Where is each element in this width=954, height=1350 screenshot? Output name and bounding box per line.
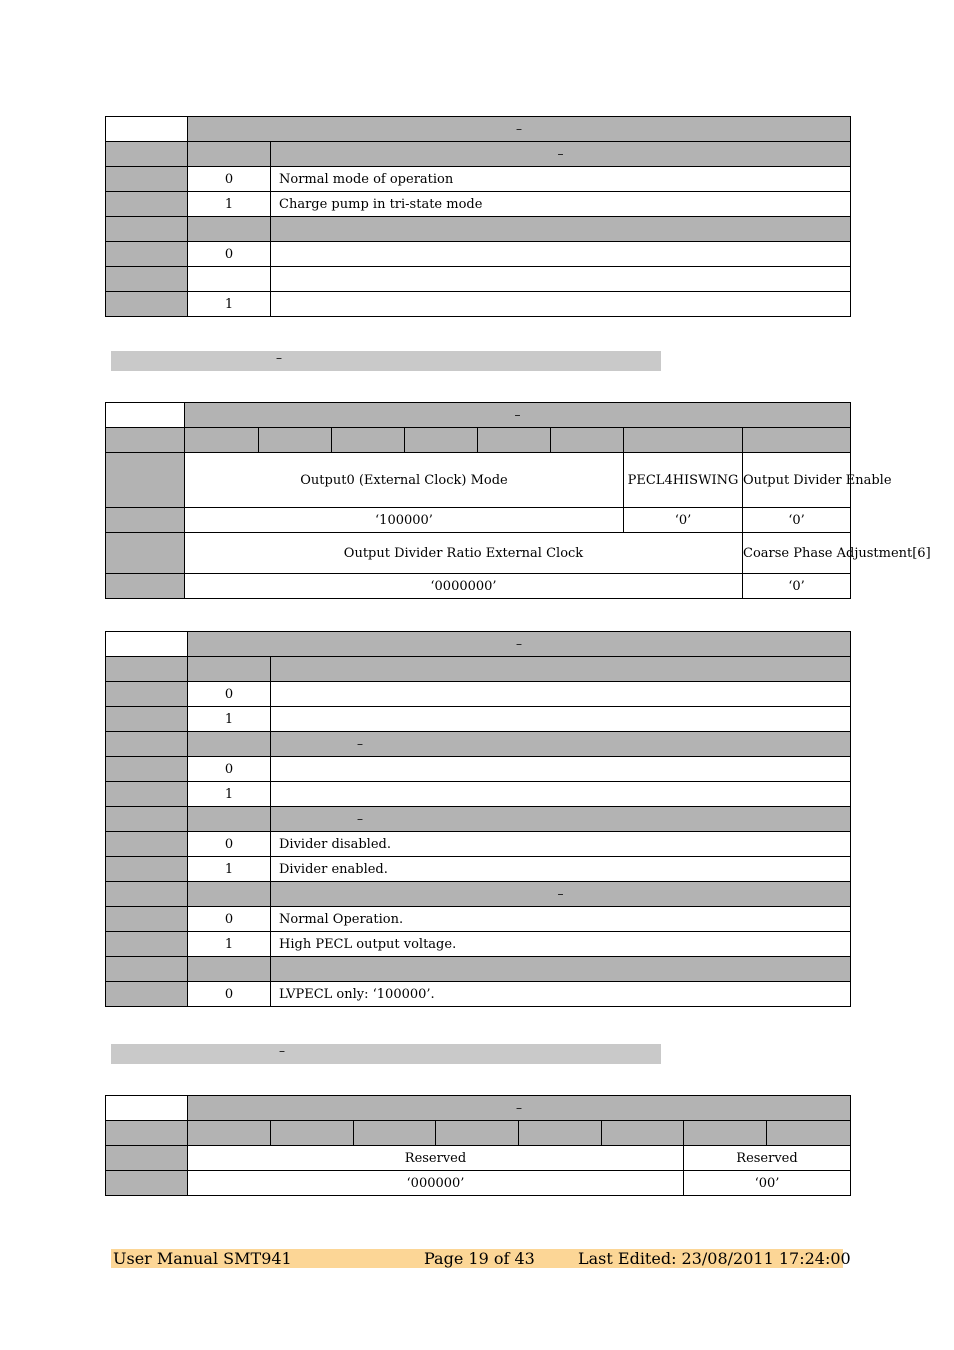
value-cell: 0 bbox=[188, 907, 271, 932]
section-dash: – bbox=[557, 886, 564, 901]
table-title-row bbox=[106, 632, 851, 657]
table-row bbox=[106, 292, 851, 317]
section-header-cell bbox=[271, 142, 851, 167]
bit-cell bbox=[405, 428, 478, 453]
section-header-row bbox=[106, 657, 851, 682]
bit-cell bbox=[271, 1121, 354, 1146]
footer-page-number: Page 19 of 43 bbox=[424, 1249, 535, 1268]
section-header-row bbox=[106, 807, 851, 832]
description-cell bbox=[271, 757, 851, 782]
bit-cell bbox=[519, 1121, 602, 1146]
table-row bbox=[106, 982, 851, 1007]
table-row bbox=[106, 242, 851, 267]
section-dash: – bbox=[357, 811, 363, 826]
register-title-cell bbox=[185, 403, 851, 428]
value-cell: 1 bbox=[188, 857, 271, 882]
table-row bbox=[106, 267, 851, 292]
description-cell: High PECL output voltage. bbox=[271, 932, 851, 957]
register-bit-layout-table bbox=[105, 402, 931, 599]
table-row bbox=[106, 192, 851, 217]
field-reserved-b: Reserved bbox=[684, 1146, 851, 1171]
description-cell: LVPECL only: ‘100000’. bbox=[271, 982, 851, 1007]
table-row bbox=[106, 832, 851, 857]
default-mode-cell: ‘100000’ bbox=[185, 508, 624, 533]
value-cell: 1 bbox=[188, 707, 271, 732]
description-cell bbox=[271, 267, 851, 292]
description-cell bbox=[271, 707, 851, 732]
field-output-divider-enable: Output Divider Enable bbox=[743, 453, 851, 508]
table-row bbox=[106, 907, 851, 932]
bit-number-row bbox=[106, 1121, 851, 1146]
default-value-row bbox=[106, 1171, 851, 1196]
default-pecl-cell: ‘0’ bbox=[624, 508, 743, 533]
register-title-cell bbox=[188, 117, 851, 142]
value-cell: 0 bbox=[188, 167, 271, 192]
value-cell: 1 bbox=[188, 932, 271, 957]
value-cell: 1 bbox=[188, 192, 271, 217]
description-cell bbox=[271, 682, 851, 707]
field-output0-mode: Output0 (External Clock) Mode bbox=[185, 453, 624, 508]
section-header-row bbox=[106, 732, 851, 757]
value-cell: 0 bbox=[188, 242, 271, 267]
value-cell bbox=[188, 267, 271, 292]
register-label-cell bbox=[106, 117, 188, 142]
description-cell: Charge pump in tri-state mode bbox=[271, 192, 851, 217]
section-header-row bbox=[106, 957, 851, 982]
section-header-cell bbox=[271, 807, 851, 832]
field-coarse-phase: Coarse Phase Adjustment[6] bbox=[743, 533, 851, 574]
default-reserved-a: ‘000000’ bbox=[188, 1171, 684, 1196]
field-divider-ratio: Output Divider Ratio External Clock bbox=[185, 533, 743, 574]
table-row bbox=[106, 682, 851, 707]
field-reserved-a: Reserved bbox=[188, 1146, 684, 1171]
table-title-row bbox=[106, 1096, 851, 1121]
default-ratio-cell: ‘0000000’ bbox=[185, 574, 743, 599]
value-cell: 0 bbox=[188, 832, 271, 857]
field-name-row bbox=[106, 1146, 851, 1171]
bit-number-row bbox=[106, 428, 851, 453]
table-caption bbox=[111, 351, 661, 371]
table-row bbox=[106, 782, 851, 807]
caption-dash: – bbox=[279, 1044, 285, 1058]
register-title-cell bbox=[188, 1096, 851, 1121]
bit-cell bbox=[478, 428, 551, 453]
table-title-row bbox=[106, 117, 851, 142]
footer-document-title: User Manual SMT941 bbox=[113, 1249, 292, 1268]
table-row bbox=[106, 932, 851, 957]
bit-cell bbox=[436, 1121, 519, 1146]
default-value-row bbox=[106, 574, 851, 599]
section-dash: – bbox=[357, 736, 363, 751]
description-cell: Divider disabled. bbox=[271, 832, 851, 857]
value-cell: 0 bbox=[188, 757, 271, 782]
description-cell bbox=[271, 292, 851, 317]
caption-dash: – bbox=[276, 351, 282, 365]
value-cell: 0 bbox=[188, 982, 271, 1007]
description-cell bbox=[271, 782, 851, 807]
register-table-charge-pump bbox=[105, 116, 851, 317]
default-value-row bbox=[106, 508, 851, 533]
default-reserved-b: ‘00’ bbox=[684, 1171, 851, 1196]
bit-cell bbox=[185, 428, 259, 453]
bit-cell bbox=[684, 1121, 767, 1146]
section-header-cell bbox=[271, 732, 851, 757]
section-dash: – bbox=[557, 146, 564, 161]
table-row bbox=[106, 757, 851, 782]
field-name-row bbox=[106, 533, 851, 574]
section-header-row bbox=[106, 142, 851, 167]
section-header-row bbox=[106, 217, 851, 242]
field-name-row bbox=[106, 453, 851, 508]
bit-cell bbox=[259, 428, 332, 453]
table-caption bbox=[111, 1044, 661, 1064]
value-cell: 0 bbox=[188, 682, 271, 707]
bit-cell bbox=[332, 428, 405, 453]
title-dash: – bbox=[514, 407, 521, 422]
description-cell: Divider enabled. bbox=[271, 857, 851, 882]
bit-cell bbox=[551, 428, 624, 453]
section-header-cell bbox=[271, 882, 851, 907]
default-enable-cell: ‘0’ bbox=[743, 508, 851, 533]
field-pecl4hiswing: PECL4HISWING bbox=[624, 453, 743, 508]
page-footer bbox=[111, 1249, 851, 1268]
bit-cell bbox=[624, 428, 743, 453]
register-title-cell bbox=[188, 632, 851, 657]
section-header-row bbox=[106, 882, 851, 907]
register-reserved-table bbox=[105, 1095, 851, 1196]
title-dash: – bbox=[516, 636, 522, 651]
register-field-description-table bbox=[105, 631, 851, 1007]
bit-cell bbox=[354, 1121, 436, 1146]
default-coarse-cell: ‘0’ bbox=[743, 574, 851, 599]
description-cell: Normal mode of operation bbox=[271, 167, 851, 192]
table-title-row bbox=[106, 403, 851, 428]
description-cell bbox=[271, 242, 851, 267]
value-cell: 1 bbox=[188, 782, 271, 807]
footer-last-edited: Last Edited: 23/08/2011 17:24:00 bbox=[578, 1249, 851, 1268]
description-cell: Normal Operation. bbox=[271, 907, 851, 932]
bit-cell bbox=[188, 1121, 271, 1146]
table-row bbox=[106, 857, 851, 882]
title-dash: – bbox=[516, 1100, 522, 1115]
table-row bbox=[106, 167, 851, 192]
title-dash: – bbox=[516, 121, 522, 136]
bit-cell bbox=[602, 1121, 684, 1146]
bit-cell bbox=[743, 428, 851, 453]
bit-cell bbox=[767, 1121, 851, 1146]
table-row bbox=[106, 707, 851, 732]
value-cell: 1 bbox=[188, 292, 271, 317]
